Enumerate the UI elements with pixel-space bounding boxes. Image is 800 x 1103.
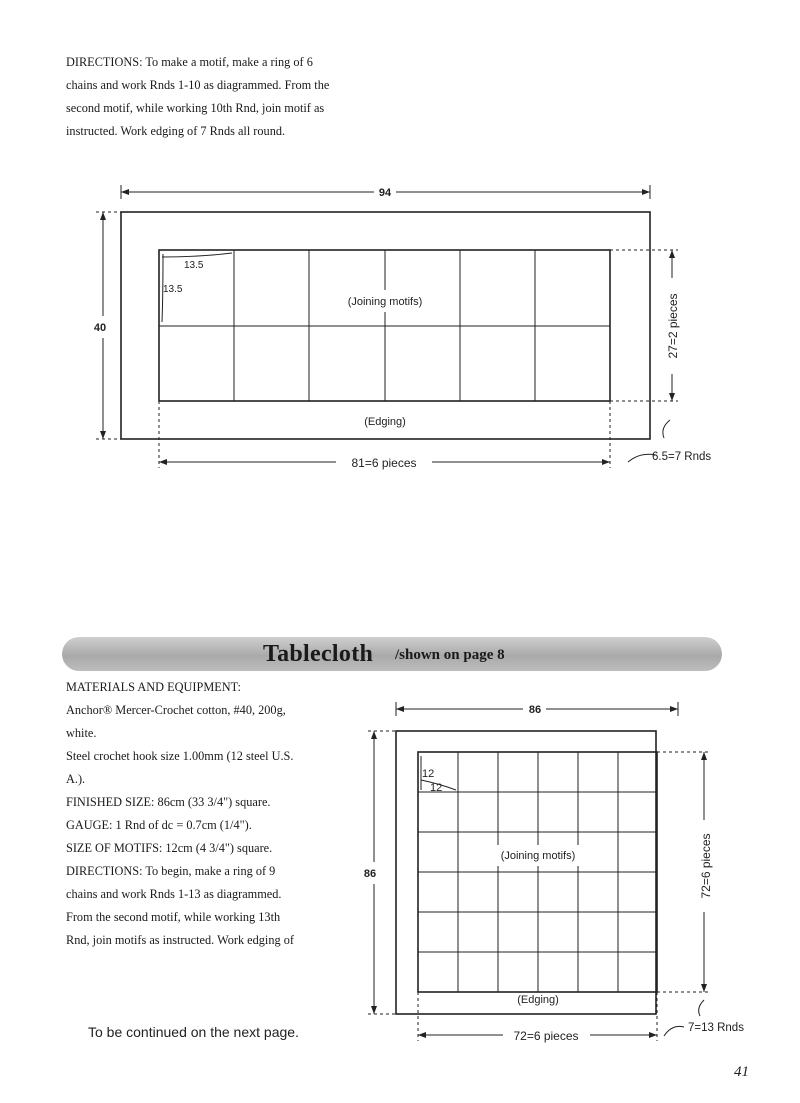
tablecloth-width-label: 86 [528, 704, 542, 716]
runner-motif-v-label: 13.5 [163, 284, 183, 295]
runner-side-label: 27=2 pieces [666, 293, 680, 359]
runner-motif-h-label: 13.5 [184, 260, 204, 271]
text-line: DIRECTIONS: To make a motif, make a ring of 6 [66, 55, 313, 69]
runner-joining-label: (Joining motifs) [347, 296, 423, 308]
tablecloth-motif-h-label: 12 [430, 782, 443, 794]
text-line: Rnd, join motifs as instructed. Work edging of [66, 933, 294, 947]
arrowhead [670, 706, 678, 712]
banner-title: Tablecloth [263, 641, 374, 667]
arrowhead [701, 752, 707, 760]
arrowhead [701, 984, 707, 992]
continued-note: To be continued on the next page. [88, 1024, 299, 1040]
page-number: 41 [734, 1064, 749, 1080]
rnds-callout [699, 1000, 704, 1016]
text-line: chains and work Rnds 1-13 as diagrammed. [66, 887, 282, 901]
banner-subtitle: /shown on page 8 [395, 647, 505, 663]
text-line: second motif, while working 10th Rnd, join motif as [66, 101, 325, 115]
text-line: MATERIALS AND EQUIPMENT: [66, 680, 241, 694]
runner-bottom-label: 81=6 pieces [351, 456, 417, 470]
tablecloth-motif-v-label: 12 [422, 768, 435, 780]
text-line: From the second motif, while working 13th [66, 910, 281, 924]
tablecloth-side-label: 72=6 pieces [699, 833, 713, 899]
tablecloth-rnds-label: 7=13 Rnds [688, 1022, 744, 1034]
tablecloth-edging-label: (Edging) [517, 994, 559, 1006]
text-line: Anchor® Mercer-Crochet cotton, #40, 200g, [66, 703, 286, 717]
text-line: Steel crochet hook size 1.00mm (12 steel U.S. [66, 749, 294, 763]
arrowhead [396, 706, 404, 712]
text-line: SIZE OF MOTIFS: 12cm (4 3/4") square. [66, 841, 273, 855]
runner-rnds-label: 6.5=7 Rnds [652, 451, 712, 463]
tablecloth-bottom-label: 72=6 pieces [513, 1029, 579, 1043]
text-line: instructed. Work edging of 7 Rnds all round. [66, 124, 286, 138]
tablecloth-joining-label: (Joining motifs) [500, 850, 576, 862]
text-line: DIRECTIONS: To begin, make a ring of 9 [66, 864, 276, 878]
runner-edging-label: (Edging) [364, 416, 406, 428]
rnds-callout [664, 1026, 684, 1036]
text-line: GAUGE: 1 Rnd of dc = 0.7cm (1/4"). [66, 818, 252, 832]
runner-width-label: 94 [378, 187, 392, 199]
arrowhead [649, 1032, 657, 1038]
text-line: FINISHED SIZE: 86cm (33 3/4") square. [66, 795, 271, 809]
text-line: white. [66, 726, 97, 740]
tablecloth-height-label: 86 [363, 868, 377, 880]
arrowhead [371, 731, 377, 739]
text-line: chains and work Rnds 1-10 as diagrammed. From the [66, 78, 330, 92]
runner-height-label: 40 [93, 322, 107, 334]
arrowhead [371, 1006, 377, 1014]
arrowhead [418, 1032, 426, 1038]
text-line: A.). [66, 772, 86, 786]
